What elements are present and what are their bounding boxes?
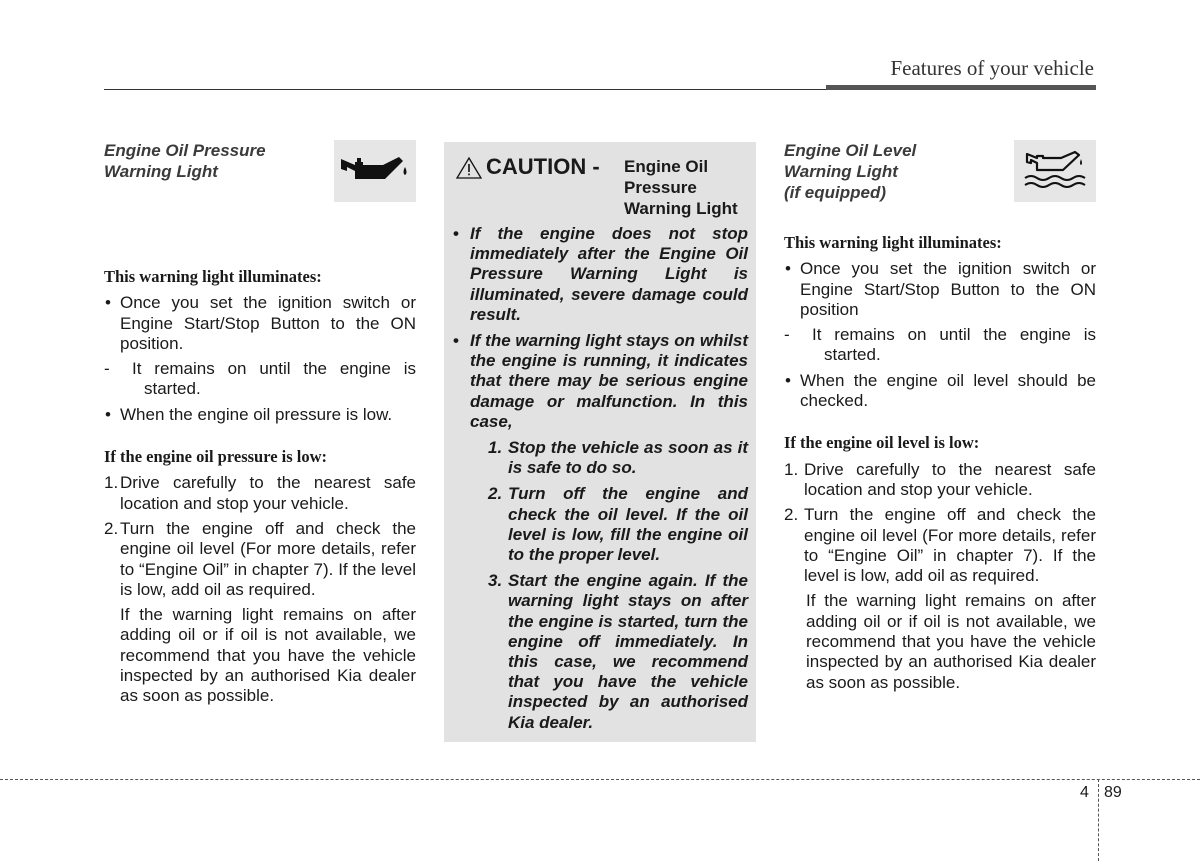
step-text: Start the engine again. If the warning light stays on after the engine is started, turn the engine off immediately. In this case, we recommend that you have the vehicle inspected by an authorised Kia dealer. [508,571,748,732]
sub-list-item [784,325,1096,366]
caution-body [452,224,748,739]
dash-marker: - [784,325,790,345]
chapter-number: 4 [1080,784,1089,801]
low-level-heading: If the engine oil level is low: [784,433,980,453]
list-item-text: When the engine oil pressure is low. [120,404,393,424]
illuminates-heading: This warning light illuminates: [104,267,322,286]
step-number: 2. [104,518,119,538]
caution-bullet-text: If the warning light stays on whilst the engine is running, it indicates that there may be serious engine damage or malfunction. In this case, [470,331,748,431]
oil-pressure-section [104,140,416,707]
step-text: Turn the engine off and check the engine oil level (For more details, refer to “Engine Oil” in chapter 7). If the level is low, add oil as required. [804,505,1096,586]
page-header-title: Features of your vehicle [890,56,1094,80]
oil-can-pressure-icon [334,140,416,202]
header-rule-accent [826,85,1096,90]
list-item-text: When the engine oil level should be checked. [800,370,1096,411]
caution-subtitle [624,156,738,219]
caution-bullet-text: If the engine does not stop immediately after the Engine Oil Pressure Warning Light is illuminated, severe damage could result. [470,224,748,324]
step-number: 1. [104,473,119,493]
caution-step [470,571,748,733]
oil-pressure-title-line: Engine Oil Pressure [104,141,266,160]
warning-triangle-icon [456,157,482,179]
oil-level-title-line: Warning Light [784,162,898,181]
step-text: Drive carefully to the nearest safe location and stop your vehicle. [804,459,1096,499]
low-pressure-heading: If the engine oil pressure is low: [104,447,328,467]
step-number: 1. [784,459,799,479]
oil-can-level-icon [1014,140,1096,202]
dealer-note: If the warning light remains on after adding oil or if oil is not available, we recommend that you have the vehicle inspected by an authorised Kia dealer as soon as possible. [806,591,1096,692]
illuminates-heading: This warning light illuminates: [784,233,1002,252]
caution-step [470,484,748,565]
numbered-step [104,519,416,600]
page-number: 89 [1104,784,1122,801]
step-text: Turn the engine off and check the engine oil level (For more details, refer to “Engine Oil” in chapter 7). If the level is low, add oil as required. [120,518,416,599]
list-item-text: Once you set the ignition switch or Engine Start/Stop Button to the ON position [800,259,1096,319]
caution-bullet [452,224,748,325]
footer-rule [0,779,1200,780]
caution-label: CAUTION - [486,154,600,179]
list-item [104,293,416,354]
step-number: 2. [488,484,503,504]
sub-list-item-text: It remains on until the engine is started. [812,325,1096,365]
step-text: Drive carefully to the nearest safe location and stop your vehicle. [120,473,416,513]
step-number: 3. [488,571,503,591]
list-item [104,405,416,425]
step-number: 2. [784,505,799,525]
numbered-step [784,460,1096,501]
caution-box [444,142,756,742]
step-number: 1. [488,438,503,458]
list-item-text: Once you set the ignition switch or Engine Start/Stop Button to the ON position. [120,293,416,353]
caution-subtitle-line: Warning Light [624,199,738,218]
step-text: Turn off the engine and check the oil level. If the oil level is low, fill the engine oil to the proper level. [508,484,748,565]
caution-subtitle-line: Engine Oil [624,157,709,176]
sub-list-item-text: It remains on until the engine is started. [132,359,416,399]
oil-pressure-title-line: Warning Light [104,162,218,181]
step-text: Stop the vehicle as soon as it is safe to do so. [508,438,748,478]
dash-marker: - [104,359,110,379]
oil-level-section [784,140,1096,693]
oil-level-title-line: Engine Oil Level [784,141,917,160]
header-rule [104,89,826,90]
footer-divider [1098,779,1099,861]
list-item [784,259,1096,320]
caution-subtitle-line: Pressure [624,178,697,197]
oil-level-title-line: (if equipped) [784,183,886,202]
caution-bullet [452,331,748,733]
list-item [784,371,1096,412]
numbered-step [104,473,416,514]
sub-list-item [104,359,416,400]
caution-step [470,438,748,478]
dealer-note: If the warning light remains on after adding oil or if oil is not available, we recommend that you have the vehicle inspected by an authorised Kia dealer as soon as possible. [120,605,416,706]
numbered-step [784,505,1096,586]
